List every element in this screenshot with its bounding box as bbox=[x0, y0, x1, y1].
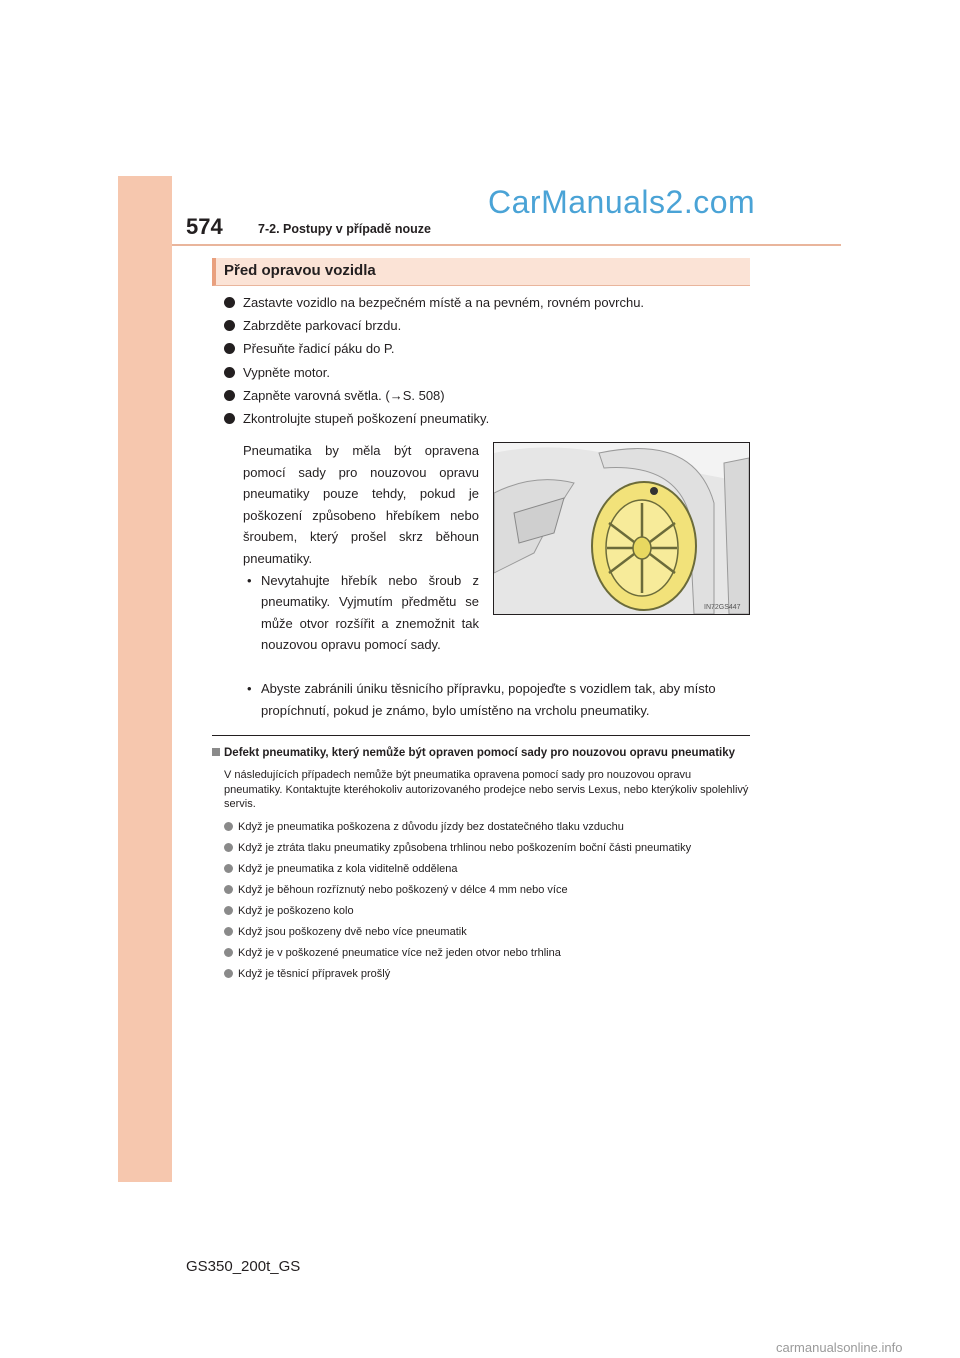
tire-repair-text bbox=[243, 440, 479, 656]
note-bullet-icon bbox=[224, 969, 233, 978]
bullet-text: Vypněte motor. bbox=[243, 364, 330, 380]
sub-bullet bbox=[243, 678, 749, 721]
note-list bbox=[212, 820, 750, 981]
bullet-text: Přesuňte řadicí páku do P. bbox=[243, 341, 395, 357]
bullet-dot-icon bbox=[224, 390, 235, 401]
section-reference: 7-2. Postupy v případě nouze bbox=[258, 222, 431, 236]
note-title bbox=[212, 746, 750, 760]
section-heading bbox=[212, 258, 750, 286]
bullet-text: Zabrzděte parkovací brzdu. bbox=[243, 318, 402, 334]
page-number: 574 bbox=[186, 214, 223, 239]
side-color-band bbox=[118, 176, 172, 1182]
sub-bullet-text: Abyste zabránili úniku těsnicího přípravku, popojeďte s vozidlem tak, aby místo propíchnutí, pokud je známo, bylo umístěno na vrcholu pneumatiky. bbox=[261, 681, 716, 718]
bullet-item bbox=[224, 317, 754, 340]
note-bullet-icon bbox=[224, 927, 233, 936]
note-item-text: Když je těsnicí přípravek prošlý bbox=[238, 967, 391, 980]
bullet-item bbox=[224, 364, 754, 387]
bullet-item bbox=[224, 294, 754, 317]
note-item bbox=[212, 967, 750, 981]
note-item bbox=[212, 820, 750, 834]
note-item bbox=[212, 946, 750, 960]
note-item bbox=[212, 862, 750, 876]
watermark-bottom: carmanualsonline.info bbox=[776, 1340, 903, 1355]
note-item bbox=[212, 925, 750, 939]
illustration-code: IN72GS447 bbox=[704, 604, 741, 611]
note-bullet-icon bbox=[224, 864, 233, 873]
sub-bullet-text: Nevytahujte hřebík nebo šroub z pneumatiky. Vyjmutím předmětu se může otvor rozšířit a znemožnit tak nouzovou opravu pomocí sady. bbox=[261, 572, 479, 653]
watermark-top: CarManuals2.com bbox=[488, 184, 756, 220]
note-divider bbox=[212, 735, 750, 736]
sub-bullet-mark: • bbox=[247, 572, 252, 588]
note-item bbox=[212, 883, 750, 897]
bullet-list bbox=[224, 294, 754, 433]
bullet-dot-icon bbox=[224, 320, 235, 331]
note-bullet-icon bbox=[224, 948, 233, 957]
note-bullet-icon bbox=[224, 822, 233, 831]
note-item bbox=[212, 904, 750, 918]
note-item-text: Když je v poškozené pneumatice více než jeden otvor nebo trhlina bbox=[238, 946, 561, 959]
note-item-text: Když je běhoun rozříznutý nebo poškozený v délce 4 mm nebo více bbox=[238, 883, 568, 896]
bullet-dot-icon bbox=[224, 343, 235, 354]
bullet-text-page-link[interactable]: Zapněte varovná světla. (→S. 508) bbox=[243, 387, 445, 403]
sub-bullet bbox=[243, 570, 479, 656]
tire-repair-paragraph: Pneumatika by měla být opravena pomocí sady pro nouzovou opravu pneumatiky pouze tehdy, pokud je poškození způsobeno hřebíkem nebo šroubem, který prošel skrz běhoun pneumatiky. bbox=[243, 443, 479, 566]
bullet-item bbox=[224, 340, 754, 363]
bullet-item bbox=[224, 387, 754, 410]
car-wheel-illustration-icon bbox=[494, 443, 749, 614]
note-title-text: Defekt pneumatiky, který nemůže být opraven pomocí sady pro nouzovou opravu pneumatiky bbox=[224, 747, 736, 759]
sub-bullet-mark: • bbox=[247, 681, 252, 696]
note-item-text: Když je pneumatika z kola viditelně oddělena bbox=[238, 862, 458, 875]
note-item-text: Když je pneumatika poškozena z důvodu jízdy bez dostatečného tlaku vzduchu bbox=[238, 820, 624, 833]
sub-bullet-wide bbox=[243, 678, 749, 721]
bullet-dot-icon bbox=[224, 297, 235, 308]
section-heading-text: Před opravou vozidla bbox=[224, 262, 376, 279]
header-rule bbox=[172, 244, 841, 246]
bullet-item bbox=[224, 410, 754, 433]
note-bullet-icon bbox=[224, 843, 233, 852]
note-item bbox=[212, 841, 750, 855]
note-section bbox=[212, 746, 750, 988]
note-bullet-icon bbox=[224, 885, 233, 894]
note-bullet-icon bbox=[224, 906, 233, 915]
tire-illustration bbox=[493, 442, 750, 615]
bullet-text: Zastavte vozidlo na bezpečném místě a na pevném, rovném povrchu. bbox=[243, 295, 645, 310]
note-body: V následujících případech nemůže být pneumatika opravena pomocí sady pro nouzovou opravu pneumatiky. Kontaktujte kteréhokoliv autorizovaného prodejce nebo servis Lexus, nebo kterýkoliv spolehlivý servis. bbox=[224, 769, 749, 810]
note-item-text: Když jsou poškozeny dvě nebo více pneumatik bbox=[238, 925, 467, 938]
square-bullet-icon bbox=[212, 748, 220, 756]
bullet-text: Zkontrolujte stupeň poškození pneumatiky. bbox=[243, 410, 490, 426]
note-item-text: Když je ztráta tlaku pneumatiky způsobena trhlinou nebo poškozením boční části pneumatiky bbox=[238, 841, 692, 854]
footer-model: GS350_200t_GS bbox=[186, 1258, 301, 1275]
bullet-dot-icon bbox=[224, 367, 235, 378]
bullet-dot-icon bbox=[224, 413, 235, 424]
note-item-text: Když je poškozeno kolo bbox=[238, 904, 354, 917]
